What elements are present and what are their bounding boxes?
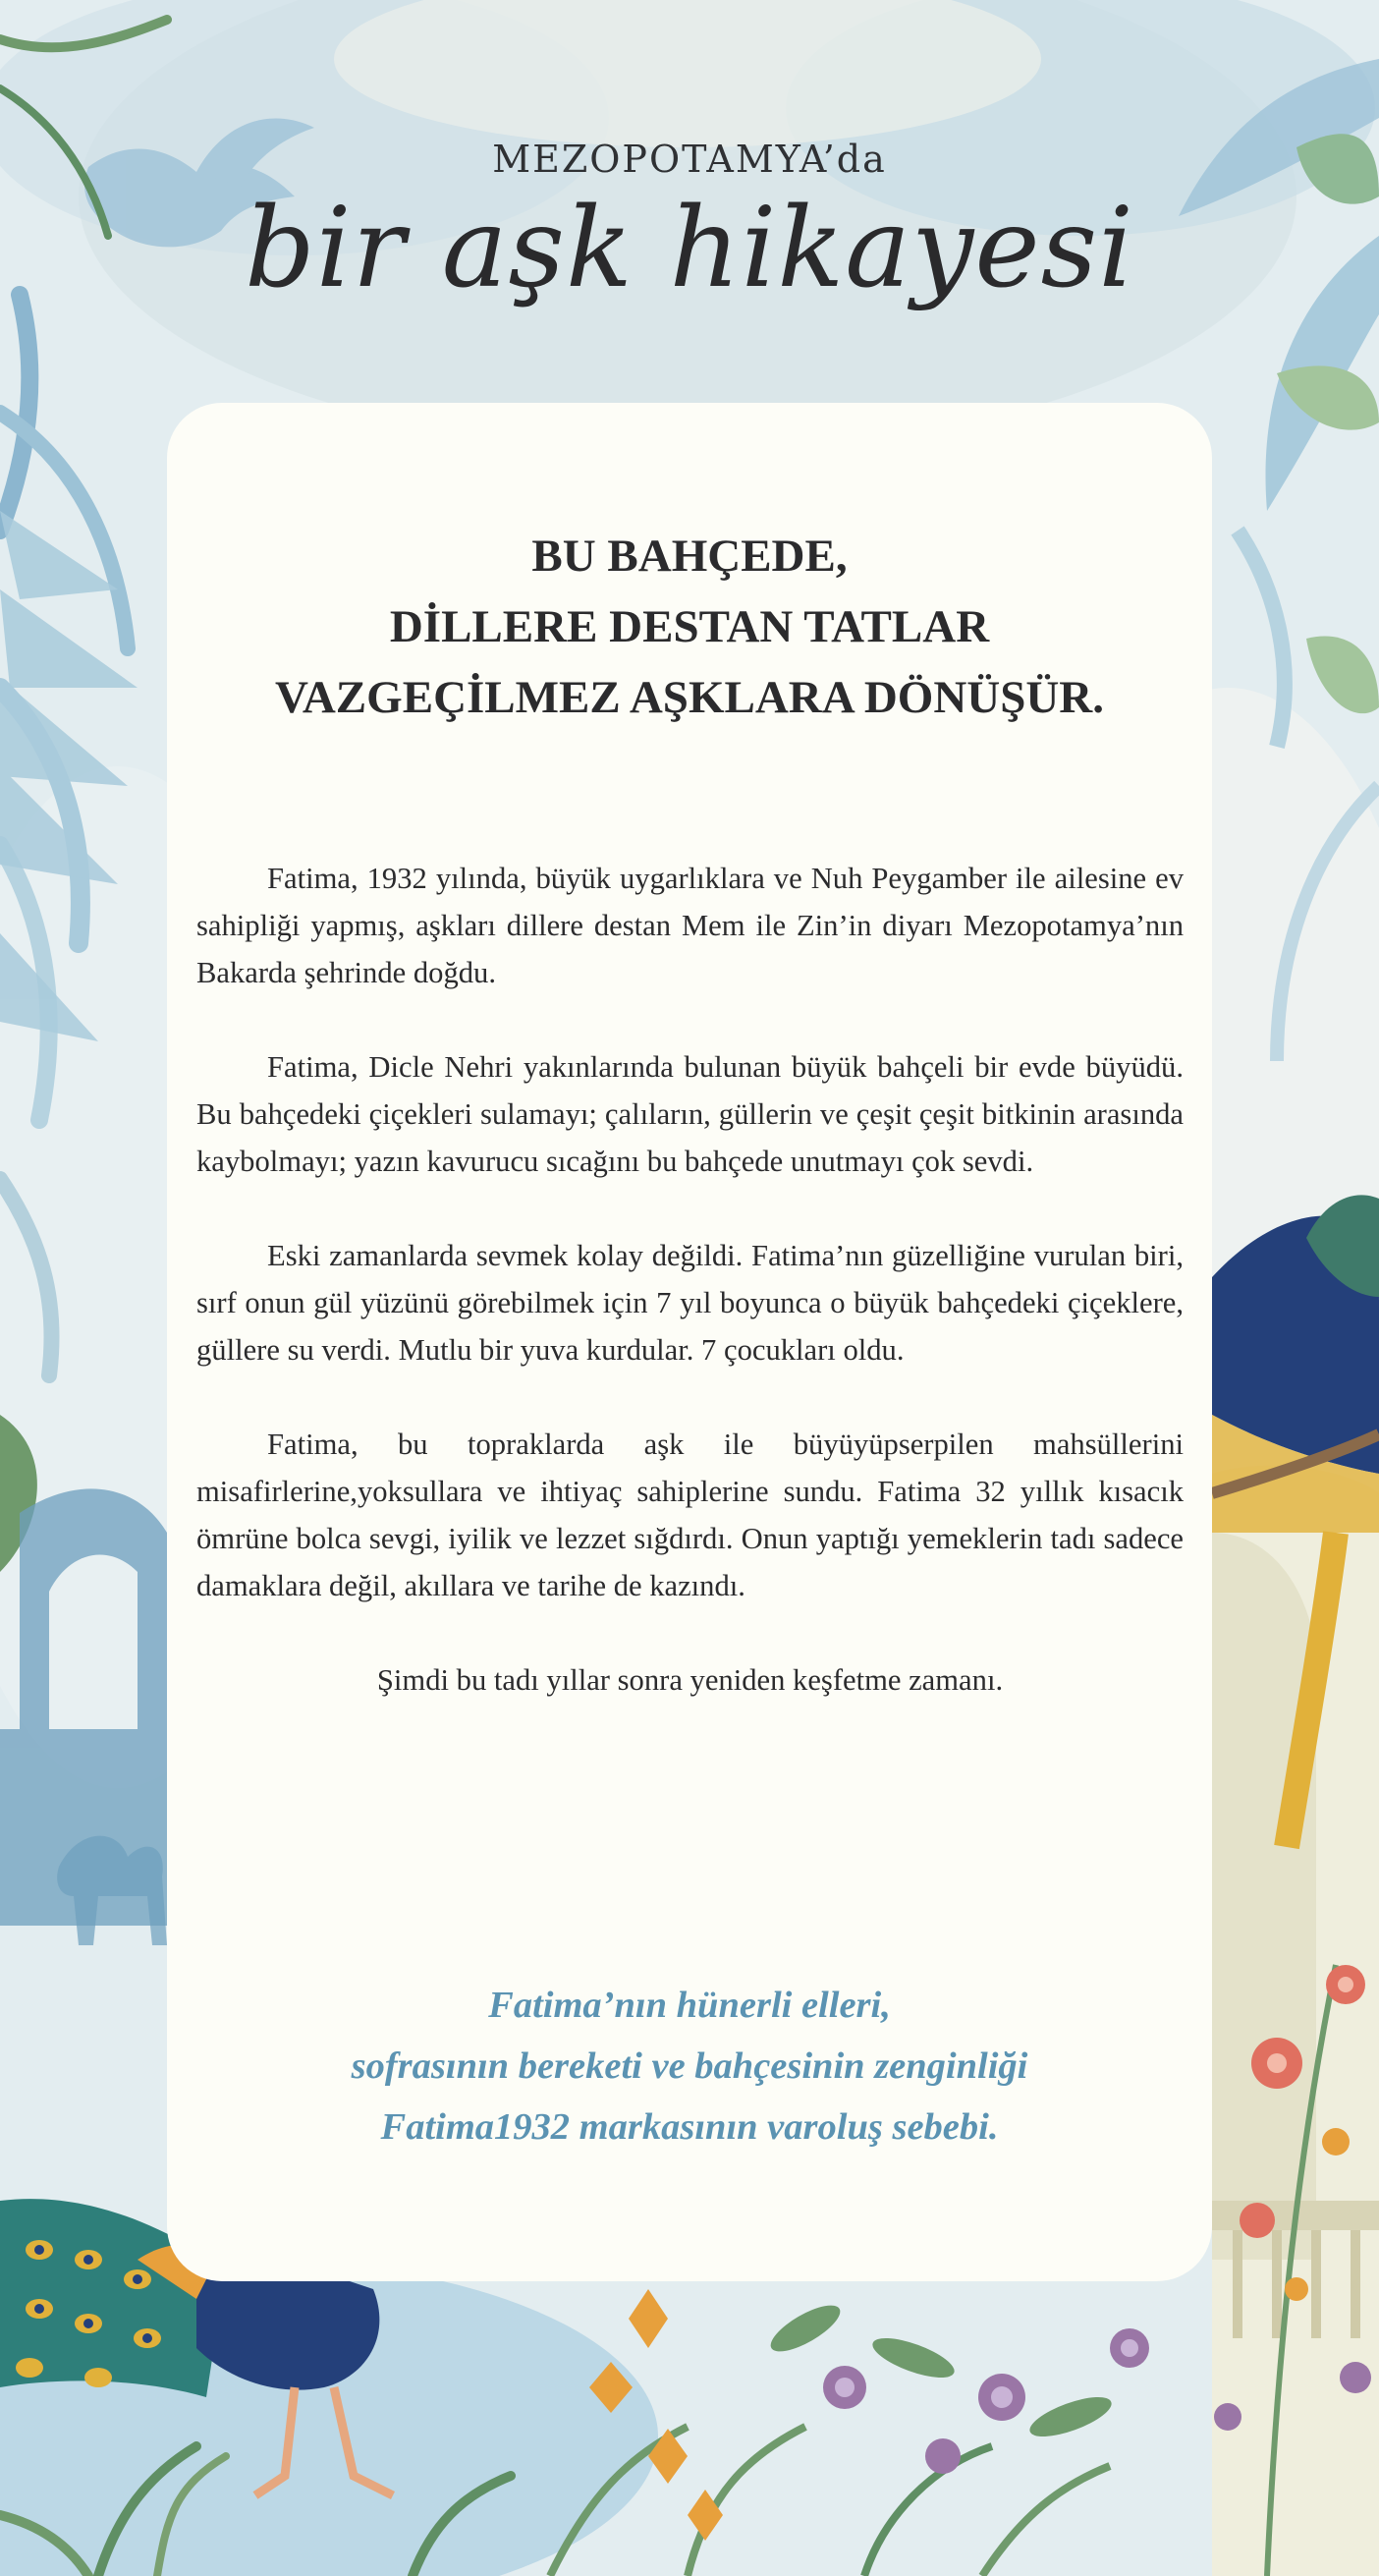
headline-line-3: VAZGEÇİLMEZ AŞKLARA DÖNÜŞÜR. [274, 672, 1104, 723]
quote-line-3: Fatima1932 markasının varoluş sebebi. [380, 2106, 999, 2148]
story-paragraph-4: Fatima, bu topraklarda aşk ile büyüyüpserpilen mahsüllerini misafirlerine,yoksullara ve ihtiyaç sahiplerine sundu. Fatima 32 yıllık kısacık ömrüne bolca sevgi, iyilik ve lezzet sığdırdı. Onun yaptığı yemeklerin tadı sadece damaklara değil, akıllara ve tarihe de kazındı. [196, 1428, 1184, 1602]
brand-quote [167, 1975, 1212, 2157]
header-kicker: MEZOPOTAMYA’da [492, 138, 887, 181]
quote-line-2: sofrasının bereketi ve bahçesinin zenginliği [351, 2045, 1028, 2087]
story-closing-line: Şimdi bu tadı yıllar sonra yeniden keşfetme zamanı. [376, 1663, 1004, 1697]
story-headline [167, 521, 1212, 733]
story-body [196, 855, 1184, 1751]
story-card [167, 403, 1212, 2281]
story-paragraph-2: Fatima, Dicle Nehri yakınlarında bulunan büyük bahçeli bir evde büyüdü. Bu bahçedeki çiçekleri sulamayı; çalıların, güllerin ve çeşit çeşit bitkinin arasında kaybolmayı; yazın kavurucu sıcağını bu bahçede unutmayı çok sevdi. [196, 1050, 1184, 1178]
story-paragraph-3: Eski zamanlarda sevmek kolay değildi. Fatima’nın güzelliğine vurulan biri, sırf onun gül yüzünü görebilmek için 7 yıl boyunca o büyük bahçedeki çiçeklere, güllere su verdi. Mutlu bir yuva kurdular. 7 çocukları oldu. [196, 1239, 1184, 1367]
headline-line-2: DİLLERE DESTAN TATLAR [389, 601, 990, 652]
header-script-title: bir aşk hikayesi [245, 185, 1134, 312]
story-paragraph-1: Fatima, 1932 yılında, büyük uygarlıklara ve Nuh Peygamber ile ailesine ev sahipliği yapmış, aşkları dillere destan Mem ile Zin’in diyarı Mezopotamya’nın Bakarda şehrinde doğdu. [196, 862, 1184, 989]
quote-line-1: Fatima’nın hünerli elleri, [488, 1985, 891, 2026]
headline-line-1: BU BAHÇEDE, [531, 531, 848, 582]
